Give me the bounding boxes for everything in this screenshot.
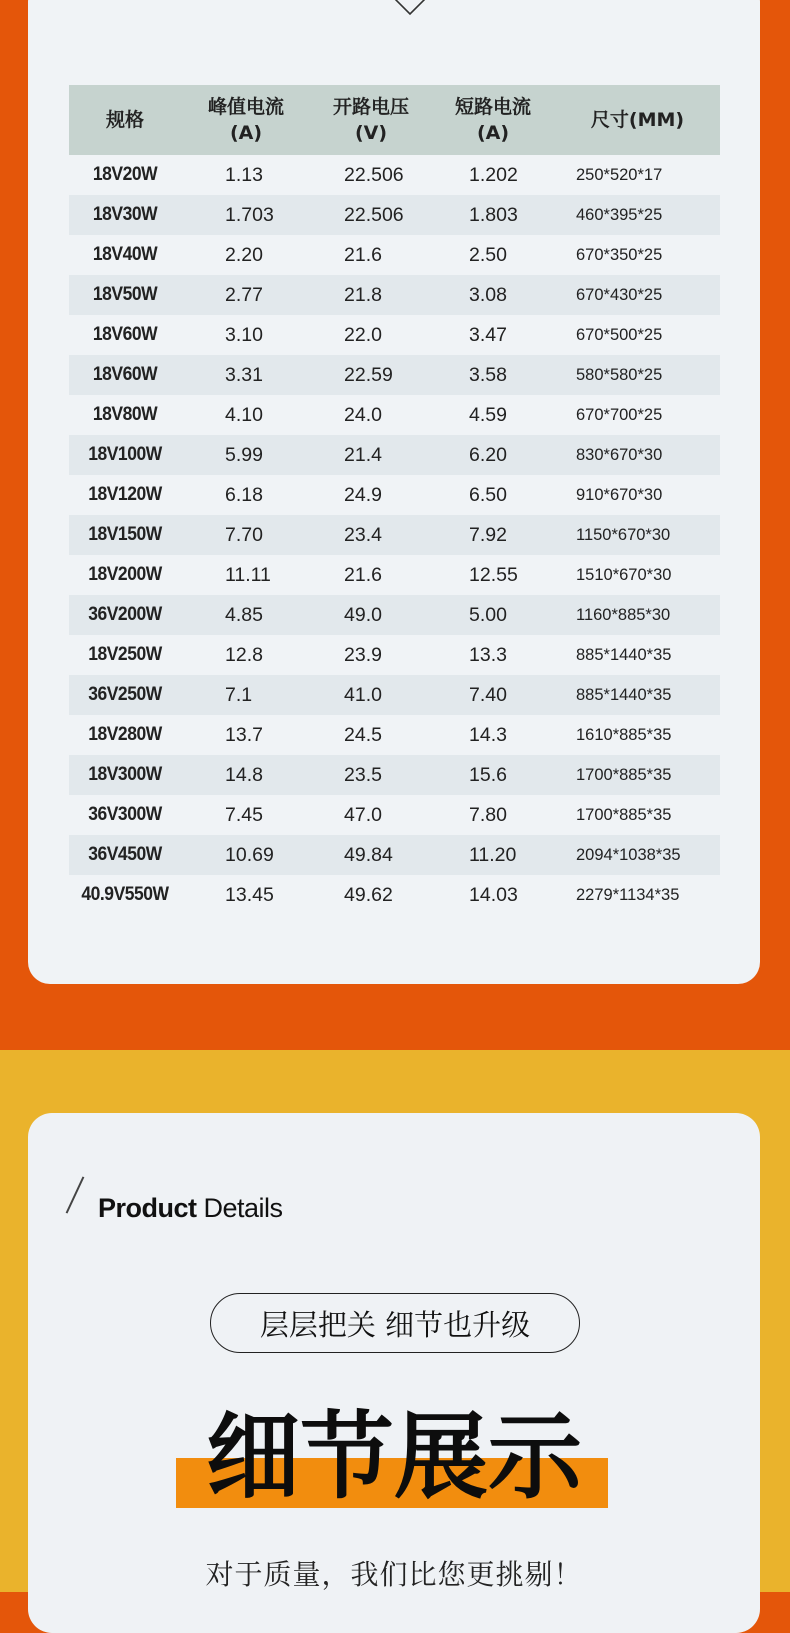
open-voltage-cell: 21.8: [344, 283, 382, 306]
column-header: [555, 107, 720, 133]
open-voltage-cell: 24.9: [344, 483, 382, 506]
size-cell: 460*395*25: [576, 205, 663, 224]
spec-cell: 18V280W: [88, 724, 162, 745]
spec-cell: 36V250W: [88, 684, 162, 705]
open-voltage-cell: 23.4: [344, 523, 382, 546]
column-header-unit: (A): [229, 122, 263, 144]
peak-current-cell: 7.1: [225, 683, 253, 706]
open-voltage-cell: 22.506: [344, 203, 404, 226]
subtitle-pill: 层层把关 细节也升级: [210, 1293, 580, 1353]
column-header-label: 短路电流: [454, 96, 531, 118]
short-current-cell: 6.20: [469, 443, 507, 466]
short-current-cell: 3.08: [469, 283, 507, 306]
table-row: [69, 675, 720, 715]
peak-current-cell: 13.45: [225, 883, 274, 906]
table-row: [69, 435, 720, 475]
column-header-label: 开路电压: [332, 96, 409, 118]
short-current-cell: 6.50: [469, 483, 507, 506]
peak-current-cell: 7.70: [225, 523, 263, 546]
column-header-label: 规格: [105, 109, 144, 131]
short-current-cell: 3.58: [469, 363, 507, 386]
spec-cell: 36V300W: [88, 804, 162, 825]
spec-cell: 18V50W: [92, 284, 158, 305]
table-row: [69, 795, 720, 835]
table-row: [69, 475, 720, 515]
open-voltage-cell: 21.4: [344, 443, 382, 466]
peak-current-cell: 13.7: [225, 723, 263, 746]
table-row: [69, 515, 720, 555]
peak-current-cell: 1.13: [225, 163, 263, 186]
spec-cell: 18V300W: [88, 764, 162, 785]
spec-cell: 36V200W: [88, 604, 162, 625]
column-header-unit: (A): [476, 122, 510, 144]
open-voltage-cell: 49.62: [344, 883, 393, 906]
spec-cell: 18V100W: [88, 444, 162, 465]
peak-current-cell: 1.703: [225, 203, 274, 226]
size-cell: 670*430*25: [576, 285, 663, 304]
short-current-cell: 7.80: [469, 803, 507, 826]
spec-cell: 18V200W: [88, 564, 162, 585]
open-voltage-cell: 22.59: [344, 363, 393, 386]
size-cell: 580*580*25: [576, 365, 663, 384]
spec-cell: 18V250W: [88, 644, 162, 665]
chevron-down-icon: [394, 0, 426, 16]
table-row: [69, 755, 720, 795]
short-current-cell: 2.50: [469, 243, 507, 266]
spec-cell: 18V60W: [92, 324, 158, 345]
table-header: [69, 85, 720, 155]
size-cell: 885*1440*35: [576, 645, 672, 664]
column-header: [69, 107, 181, 133]
peak-current-cell: 2.77: [225, 283, 263, 306]
size-cell: 1150*670*30: [576, 525, 671, 544]
table-body: [69, 155, 720, 915]
column-header: [311, 94, 431, 146]
spec-cell: 18V40W: [92, 244, 158, 265]
open-voltage-cell: 22.0: [344, 323, 382, 346]
short-current-cell: 4.59: [469, 403, 507, 426]
open-voltage-cell: 23.9: [344, 643, 382, 666]
details-card: [28, 1113, 760, 1633]
size-cell: 250*520*17: [576, 165, 663, 184]
short-current-cell: 11.20: [469, 843, 517, 866]
table-row: [69, 555, 720, 595]
peak-current-cell: 4.85: [225, 603, 263, 626]
table-row: [69, 355, 720, 395]
spec-cell: 18V80W: [92, 404, 158, 425]
size-cell: 910*670*30: [576, 485, 663, 504]
peak-current-cell: 2.20: [225, 243, 263, 266]
peak-current-cell: 4.10: [225, 403, 263, 426]
size-cell: 1700*885*35: [576, 765, 672, 784]
size-cell: 1510*670*30: [576, 565, 672, 584]
table-row: [69, 635, 720, 675]
column-header-label: 峰值电流: [207, 96, 284, 118]
size-cell: 2279*1134*35: [576, 885, 680, 904]
open-voltage-cell: 49.0: [344, 603, 382, 626]
spec-cell: 18V120W: [88, 484, 162, 505]
peak-current-cell: 5.99: [225, 443, 263, 466]
size-cell: 1700*885*35: [576, 805, 672, 824]
open-voltage-cell: 41.0: [344, 683, 382, 706]
spec-table: [69, 85, 720, 915]
table-row: [69, 835, 720, 875]
size-cell: 830*670*30: [576, 445, 663, 464]
spec-cell: 18V20W: [92, 164, 158, 185]
table-row: [69, 395, 720, 435]
peak-current-cell: 3.31: [225, 363, 263, 386]
short-current-cell: 5.00: [469, 603, 507, 626]
peak-current-cell: 11.11: [225, 563, 271, 586]
size-cell: 1160*885*30: [576, 605, 671, 624]
short-current-cell: 14.3: [469, 723, 507, 746]
open-voltage-cell: 49.84: [344, 843, 393, 866]
open-voltage-cell: 24.0: [344, 403, 382, 426]
table-row: [69, 155, 720, 195]
heading-bold: Product: [98, 1193, 197, 1223]
size-cell: 1610*885*35: [576, 725, 672, 744]
heading-light: Details: [196, 1193, 283, 1223]
open-voltage-cell: 22.506: [344, 163, 404, 186]
table-row: [69, 195, 720, 235]
spec-cell: 18V30W: [92, 204, 158, 225]
open-voltage-cell: 24.5: [344, 723, 382, 746]
short-current-cell: 13.3: [469, 643, 507, 666]
short-current-cell: 3.47: [469, 323, 507, 346]
open-voltage-cell: 23.5: [344, 763, 382, 786]
spec-cell: 36V450W: [88, 844, 162, 865]
spec-cell: 40.9V550W: [81, 884, 169, 905]
size-cell: 885*1440*35: [576, 685, 672, 704]
short-current-cell: 15.6: [469, 763, 507, 786]
tagline: 对于质量，我们比您更挑剔！: [205, 1558, 583, 1591]
spec-cell: 18V150W: [88, 524, 162, 545]
column-header-label: 尺寸(MM): [590, 109, 685, 131]
size-cell: 670*350*25: [576, 245, 663, 264]
table-row: [69, 715, 720, 755]
short-current-cell: 14.03: [469, 883, 518, 906]
column-header-unit: (V): [354, 122, 388, 144]
column-header: [181, 94, 311, 146]
short-current-cell: 12.55: [469, 563, 518, 586]
table-row: [69, 315, 720, 355]
table-row: [69, 875, 720, 915]
peak-current-cell: 7.45: [225, 803, 263, 826]
peak-current-cell: 12.8: [225, 643, 263, 666]
short-current-cell: 7.92: [469, 523, 507, 546]
short-current-cell: 1.202: [469, 163, 518, 186]
open-voltage-cell: 21.6: [344, 563, 382, 586]
peak-current-cell: 10.69: [225, 843, 274, 866]
spec-cell: 18V60W: [92, 364, 158, 385]
size-cell: 670*500*25: [576, 325, 663, 344]
open-voltage-cell: 47.0: [344, 803, 382, 826]
table-row: [69, 595, 720, 635]
table-row: [69, 275, 720, 315]
open-voltage-cell: 21.6: [344, 243, 382, 266]
size-cell: 670*700*25: [576, 405, 663, 424]
details-section: [0, 1050, 790, 1592]
page-title: 细节展示: [205, 1403, 582, 1512]
section-heading: [98, 1193, 283, 1224]
short-current-cell: 1.803: [469, 203, 518, 226]
slash-decoration: [66, 1176, 85, 1213]
table-row: [69, 235, 720, 275]
size-cell: 2094*1038*35: [576, 845, 681, 864]
peak-current-cell: 14.8: [225, 763, 263, 786]
column-header: [431, 94, 555, 146]
peak-current-cell: 3.10: [225, 323, 263, 346]
short-current-cell: 7.40: [469, 683, 507, 706]
peak-current-cell: 6.18: [225, 483, 263, 506]
